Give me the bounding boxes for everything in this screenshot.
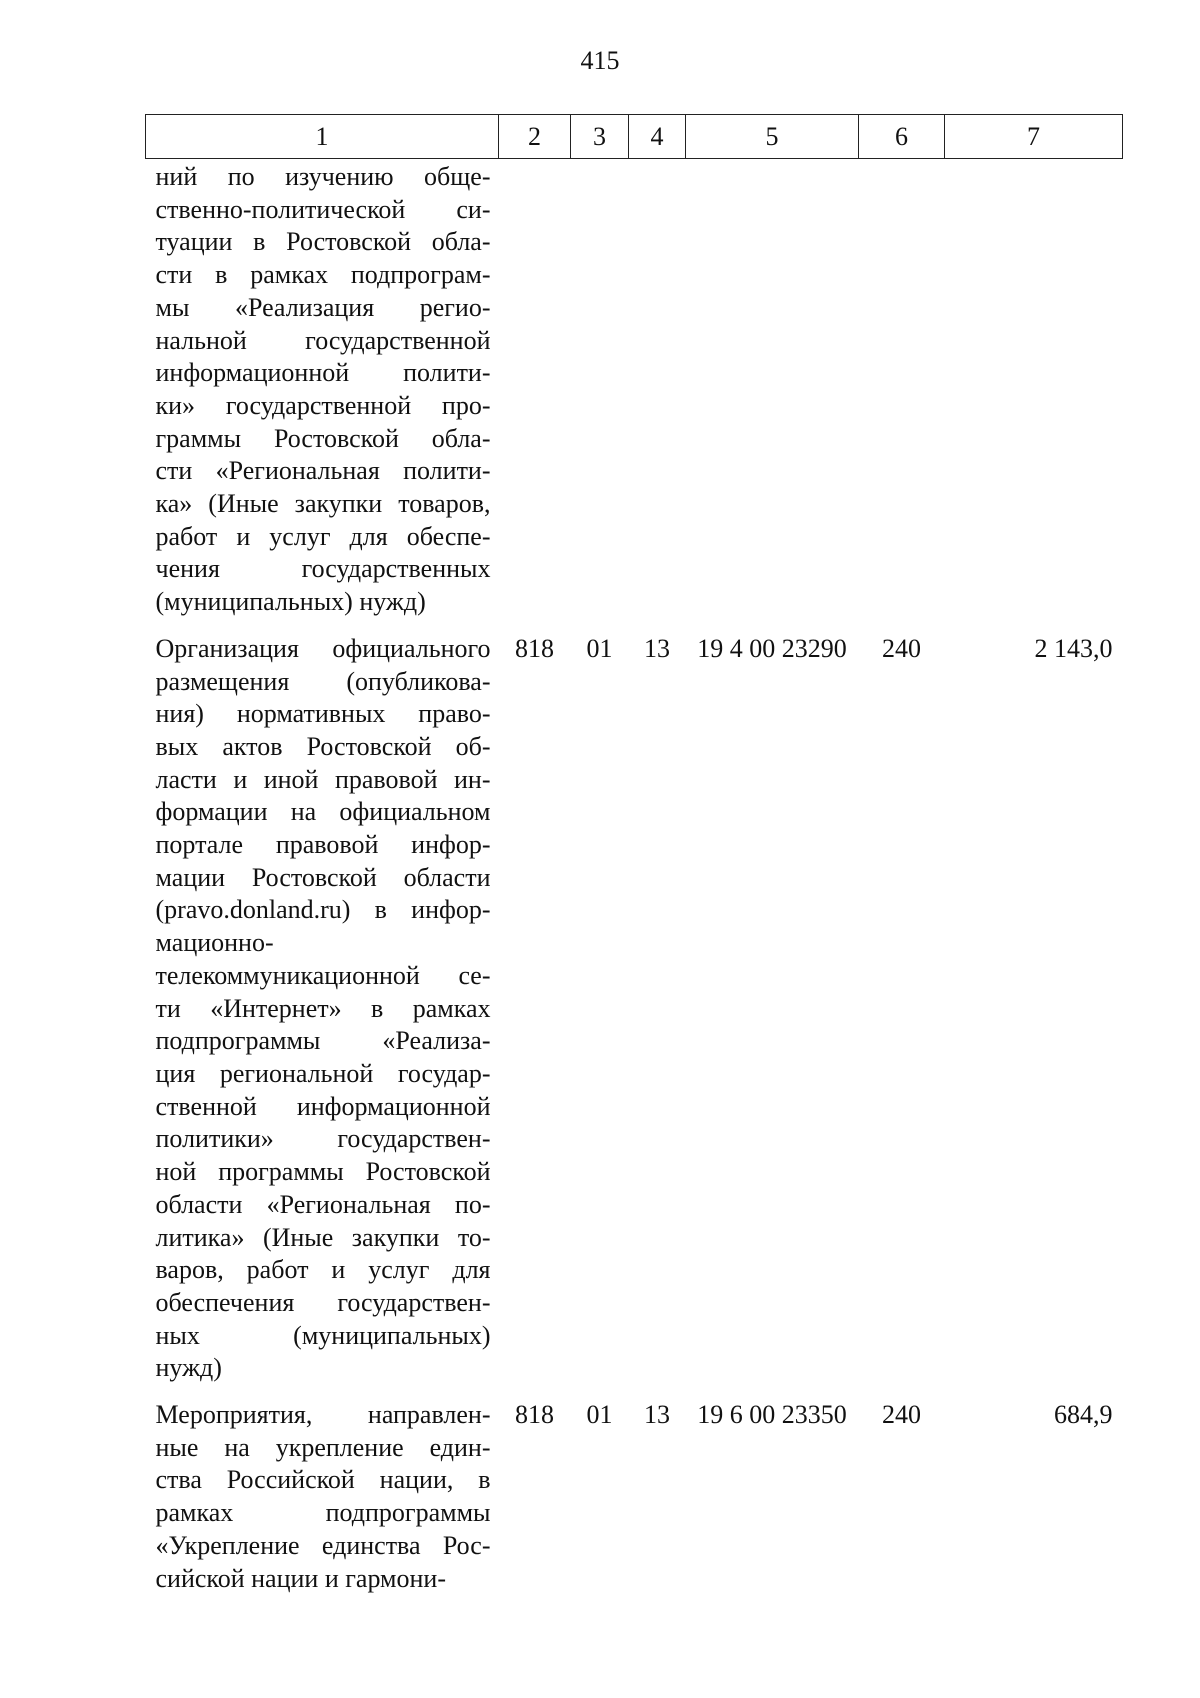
- subsection-code: 13: [644, 1400, 670, 1430]
- description-line: телекоммуникационной се-: [155, 960, 491, 990]
- description-line: ти «Интернет» в рамках: [155, 993, 491, 1023]
- expense-type: [859, 159, 945, 619]
- description-line: туации в Ростовской обла-: [155, 227, 491, 257]
- amount: [945, 159, 1123, 619]
- description-line: области «Региональная по-: [155, 1189, 491, 1219]
- description-line: ния) нормативных право-: [155, 699, 491, 729]
- table-row: [146, 619, 1123, 1385]
- description-line: ция региональной государ-: [155, 1058, 491, 1088]
- header-col-6: 6: [859, 115, 945, 159]
- description-line: (pravo.donland.ru) в инфор-: [155, 895, 491, 925]
- row-description: [146, 159, 499, 619]
- target-article: [686, 159, 859, 619]
- description-line: портале правовой инфор-: [155, 830, 491, 860]
- description-line: политики» государствен-: [155, 1124, 491, 1154]
- description-line: чения государственных: [155, 554, 491, 584]
- description-line: рамках подпрограммы: [155, 1498, 491, 1528]
- header-col-7: 7: [945, 115, 1123, 159]
- description-line: Организация официального: [155, 633, 491, 663]
- description-line: обеспечения государствен-: [155, 1287, 491, 1317]
- description-line: варов, работ и услуг для: [155, 1255, 491, 1285]
- table-row: [146, 1385, 1123, 1595]
- description-line: нальной государственной: [155, 325, 491, 355]
- description-line: ласти и иной правовой ин-: [155, 764, 491, 794]
- description-line: ки» государственной про-: [155, 390, 491, 420]
- budget-table: [145, 114, 1123, 1595]
- subsection-code: 13: [644, 633, 670, 663]
- target-article: 19 6 00 23350: [697, 1400, 847, 1430]
- description-line: нужд): [155, 1353, 222, 1383]
- description-line: граммы Ростовской обла-: [155, 423, 491, 453]
- amount: 2 143,0: [1034, 633, 1113, 663]
- expense-type: 240: [882, 1400, 921, 1430]
- description-line: (муниципальных) нужд): [155, 587, 426, 617]
- header-col-2: 2: [499, 115, 571, 159]
- description-line: литика» (Иные закупки то-: [155, 1222, 491, 1252]
- row-description: [146, 1385, 499, 1595]
- header-col-1: 1: [146, 115, 499, 159]
- ministry-code: 818: [515, 1400, 554, 1430]
- description-line: сти «Региональная полити-: [155, 456, 491, 486]
- header-row: [146, 115, 1123, 159]
- description-line: работ и услуг для обеспе-: [155, 521, 491, 551]
- section-code: 01: [586, 1400, 613, 1430]
- description-line: «Укрепление единства Рос-: [155, 1530, 491, 1560]
- description-line: Мероприятия, направлен-: [155, 1400, 491, 1430]
- header-col-3: 3: [571, 115, 629, 159]
- section-code: 01: [586, 633, 613, 663]
- amount: 684,9: [1054, 1400, 1113, 1430]
- description-line: размещения (опубликова-: [155, 666, 491, 696]
- table-header: [146, 115, 1123, 159]
- description-line: ных (муниципальных): [155, 1320, 491, 1350]
- subsection-code: [629, 159, 686, 619]
- description-line: ной программы Ростовской: [155, 1157, 491, 1187]
- description-line: ные на укрепление един-: [155, 1432, 491, 1462]
- description-line: мы «Реализация регио-: [155, 292, 491, 322]
- header-col-4: 4: [629, 115, 686, 159]
- description-line: ка» (Иные закупки товаров,: [155, 489, 491, 519]
- ministry-code: [499, 159, 571, 619]
- header-col-5: 5: [686, 115, 859, 159]
- description-line: сийской нации и гармони-: [155, 1563, 446, 1593]
- ministry-code: 818: [515, 633, 554, 663]
- expense-type: 240: [882, 633, 921, 663]
- table-row: [146, 159, 1123, 619]
- description-line: ственно-политической си-: [155, 194, 491, 224]
- description-line: сти в рамках подпрограм-: [155, 260, 491, 290]
- row-description: [146, 619, 499, 1385]
- description-line: мации Ростовской области: [155, 862, 491, 892]
- page-number: 415: [580, 46, 620, 75]
- table-body: [146, 159, 1123, 1596]
- target-article: 19 4 00 23290: [697, 633, 847, 663]
- description-line: вых актов Ростовской об-: [155, 731, 491, 761]
- description-line: информационной полити-: [155, 358, 491, 388]
- section-code: [571, 159, 629, 619]
- description-line: мационно-: [155, 928, 274, 958]
- description-line: формации на официальном: [155, 797, 491, 827]
- description-line: ний по изучению обще-: [155, 162, 491, 191]
- description-line: подпрограммы «Реализа-: [155, 1026, 491, 1056]
- description-line: ственной информационной: [155, 1091, 491, 1121]
- description-line: ства Российской нации, в: [155, 1465, 491, 1495]
